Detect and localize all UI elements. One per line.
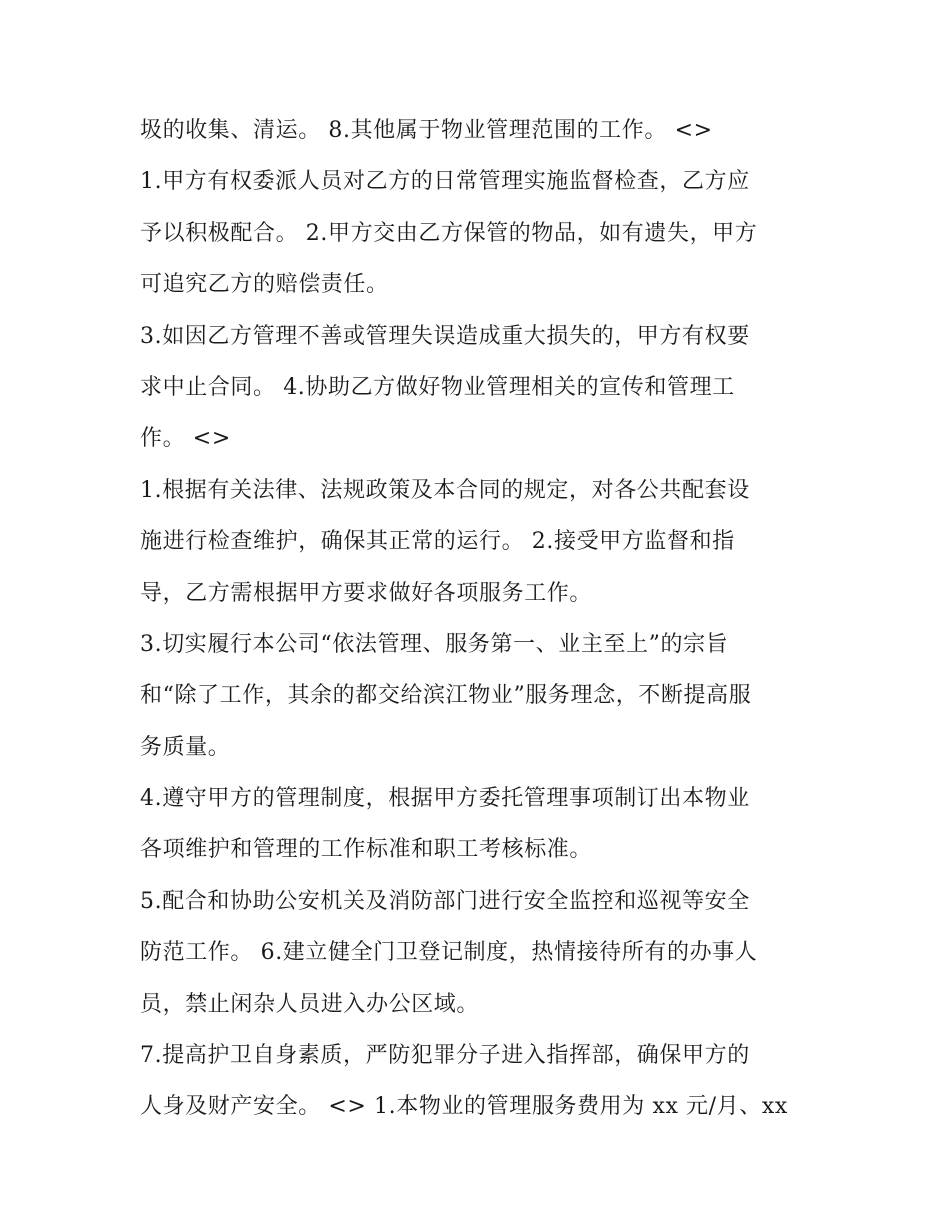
document-body — [140, 105, 830, 1133]
text-line: 和“除了工作，其余的都交给滨江物业”服务理念，不断提高服 — [140, 683, 752, 709]
text-line: 人身及财产安全。 <> 1.本物业的管理服务费用为 xx 元/月、xx — [140, 1094, 788, 1120]
text-line: 各项维护和管理的工作标准和职工考核标准。 — [140, 837, 593, 863]
text-line: 5.配合和协助公安机关及消防部门进行安全监控和巡视等安全 — [140, 888, 750, 914]
text-line: 员，禁止闲杂人员进入办公区域。 — [140, 991, 480, 1017]
text-line: 可追究乙方的赔偿责任。 — [140, 272, 389, 298]
text-line: 3.如因乙方管理不善或管理失误造成重大损失的，甲方有权要 — [140, 323, 750, 349]
text-line: 4.遵守甲方的管理制度，根据甲方委托管理事项制订出本物业 — [140, 786, 750, 812]
text-line: 导，乙方需根据甲方要求做好各项服务工作。 — [140, 580, 593, 606]
text-line: 7.提高护卫自身素质，严防犯罪分子进入指挥部，确保甲方的 — [140, 1043, 750, 1069]
text-line: 1.甲方有权委派人员对乙方的日常管理实施监督检查，乙方应 — [140, 169, 750, 195]
text-line: 施进行检查维护，确保其正常的运行。 2.接受甲方监督和指 — [140, 529, 735, 555]
text-line: 1.根据有关法律、法规政策及本合同的规定，对各公共配套设 — [140, 477, 750, 503]
text-line: 作。 <> — [140, 426, 231, 452]
text-line: 圾的收集、清运。 8.其他属于物业管理范围的工作。 <> — [140, 118, 713, 143]
text-line: 防范工作。 6.建立健全门卫登记制度，热情接待所有的办事人 — [140, 940, 758, 966]
text-line: 务质量。 — [140, 734, 231, 760]
text-line: 予以积极配合。 2.甲方交由乙方保管的物品，如有遗失，甲方 — [140, 220, 758, 246]
text-line: 3.切实履行本公司“依法管理、服务第一、业主至上”的宗旨 — [140, 631, 729, 657]
text-line: 求中止合同。 4.协助乙方做好物业管理相关的宣传和管理工 — [140, 374, 735, 400]
